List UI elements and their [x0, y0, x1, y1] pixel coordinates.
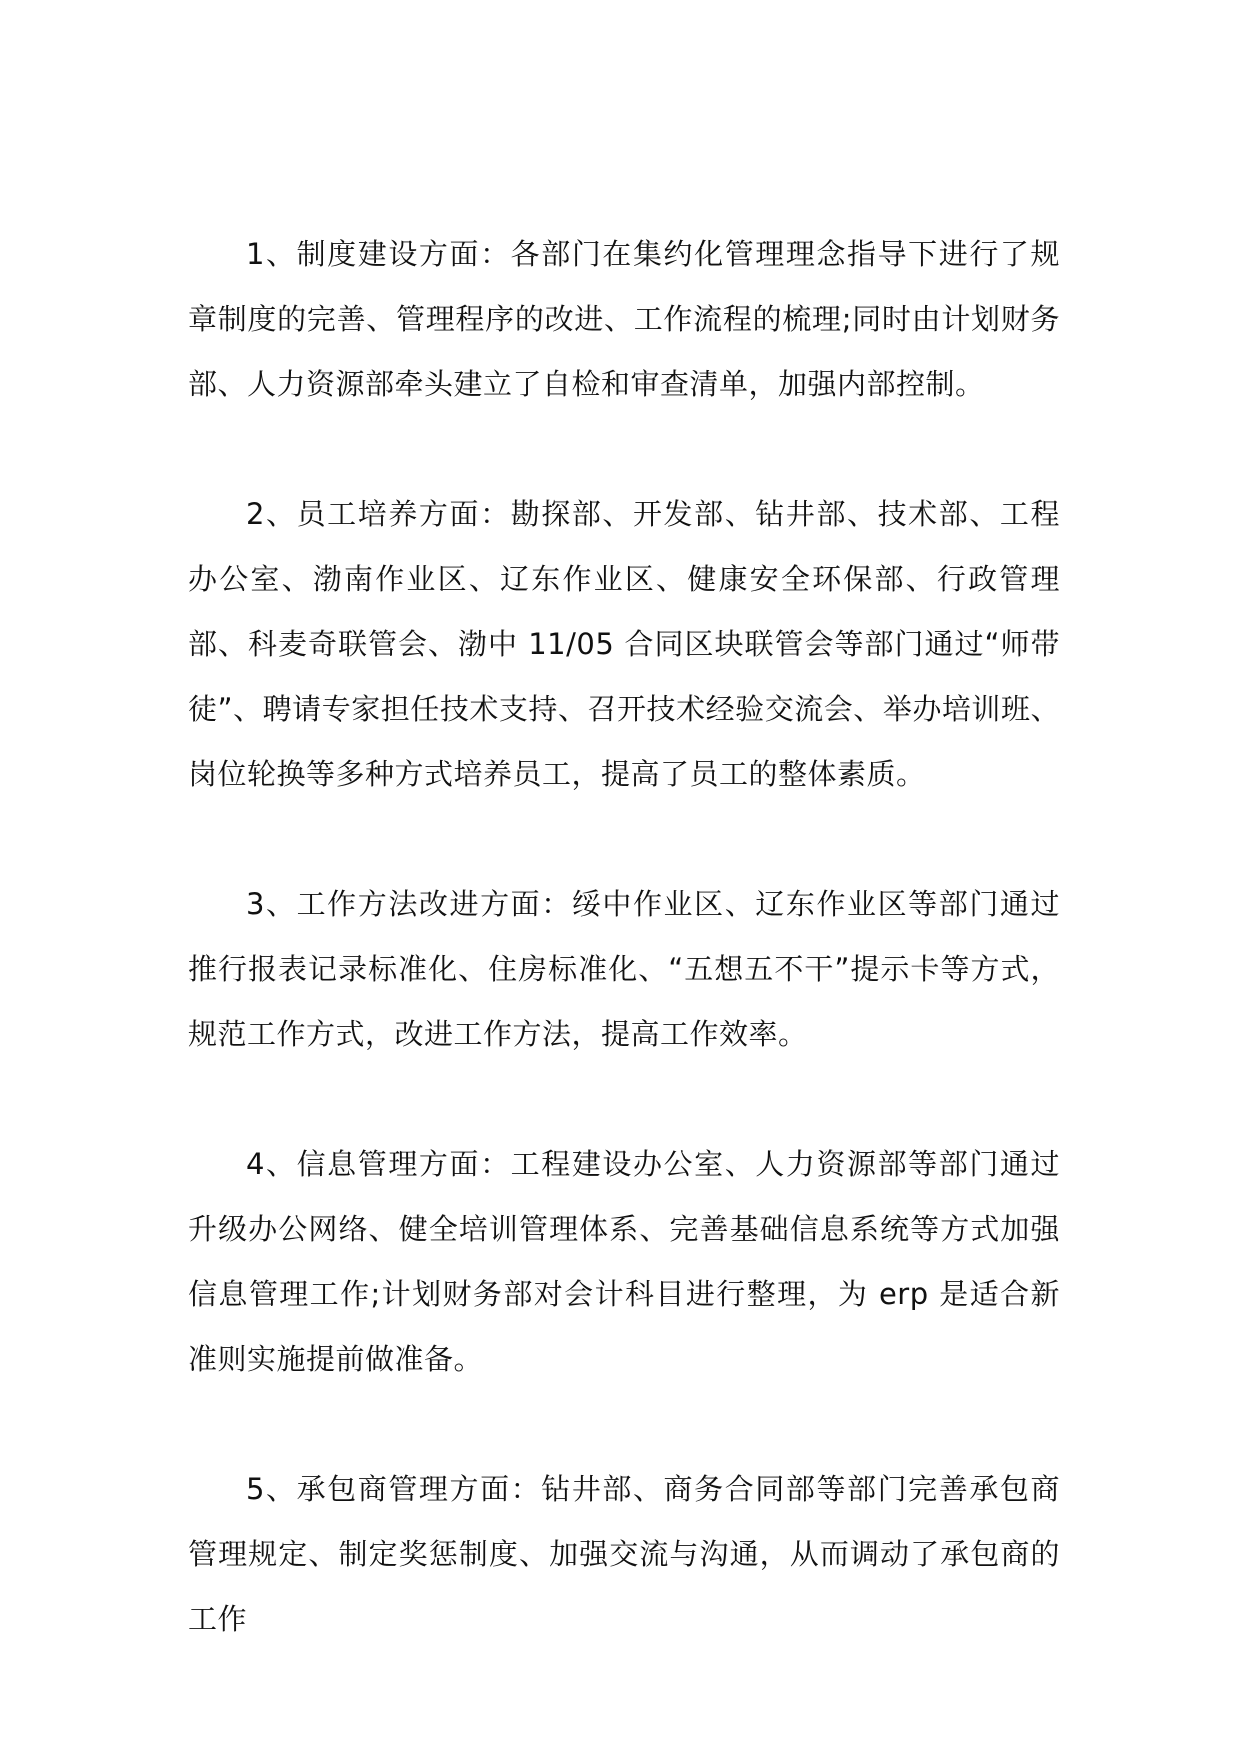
- paragraph-work-method-improvement: 3、工作方法改进方面：绥中作业区、辽东作业区等部门通过推行报表记录标准化、住房标准化、“五想五不干”提示卡等方式，规范工作方式，改进工作方法，提高工作效率。: [188, 887, 1060, 1051]
- paragraph-institution-building: 1、制度建设方面：各部门在集约化管理理念指导下进行了规章制度的完善、管理程序的改进、工作流程的梳理;同时由计划财务部、人力资源部牵头建立了自检和审查清单，加强内部控制。: [188, 237, 1060, 401]
- paragraph-staff-training: 2、员工培养方面：勘探部、开发部、钻井部、技术部、工程办公室、渤南作业区、辽东作业区、健康安全环保部、行政管理部、科麦奇联管会、渤中 11/05 合同区块联管会等部门通过“师带徒”、聘请专家担任技术支持、召开技术经验交流会、举办培训班、岗位轮换等多种方式培养员工，提高了员工的整体素质。: [188, 497, 1060, 791]
- paragraph-contractor-management: 5、承包商管理方面：钻井部、商务合同部等部门完善承包商管理规定、制定奖惩制度、加强交流与沟通，从而调动了承包商的工作: [188, 1472, 1060, 1636]
- paragraph-information-management: 4、信息管理方面：工程建设办公室、人力资源部等部门通过升级办公网络、健全培训管理体系、完善基础信息系统等方式加强信息管理工作;计划财务部对会计科目进行整理，为 erp 是适合新准则实施提前做准备。: [188, 1147, 1060, 1376]
- document-body: [188, 222, 1060, 1717]
